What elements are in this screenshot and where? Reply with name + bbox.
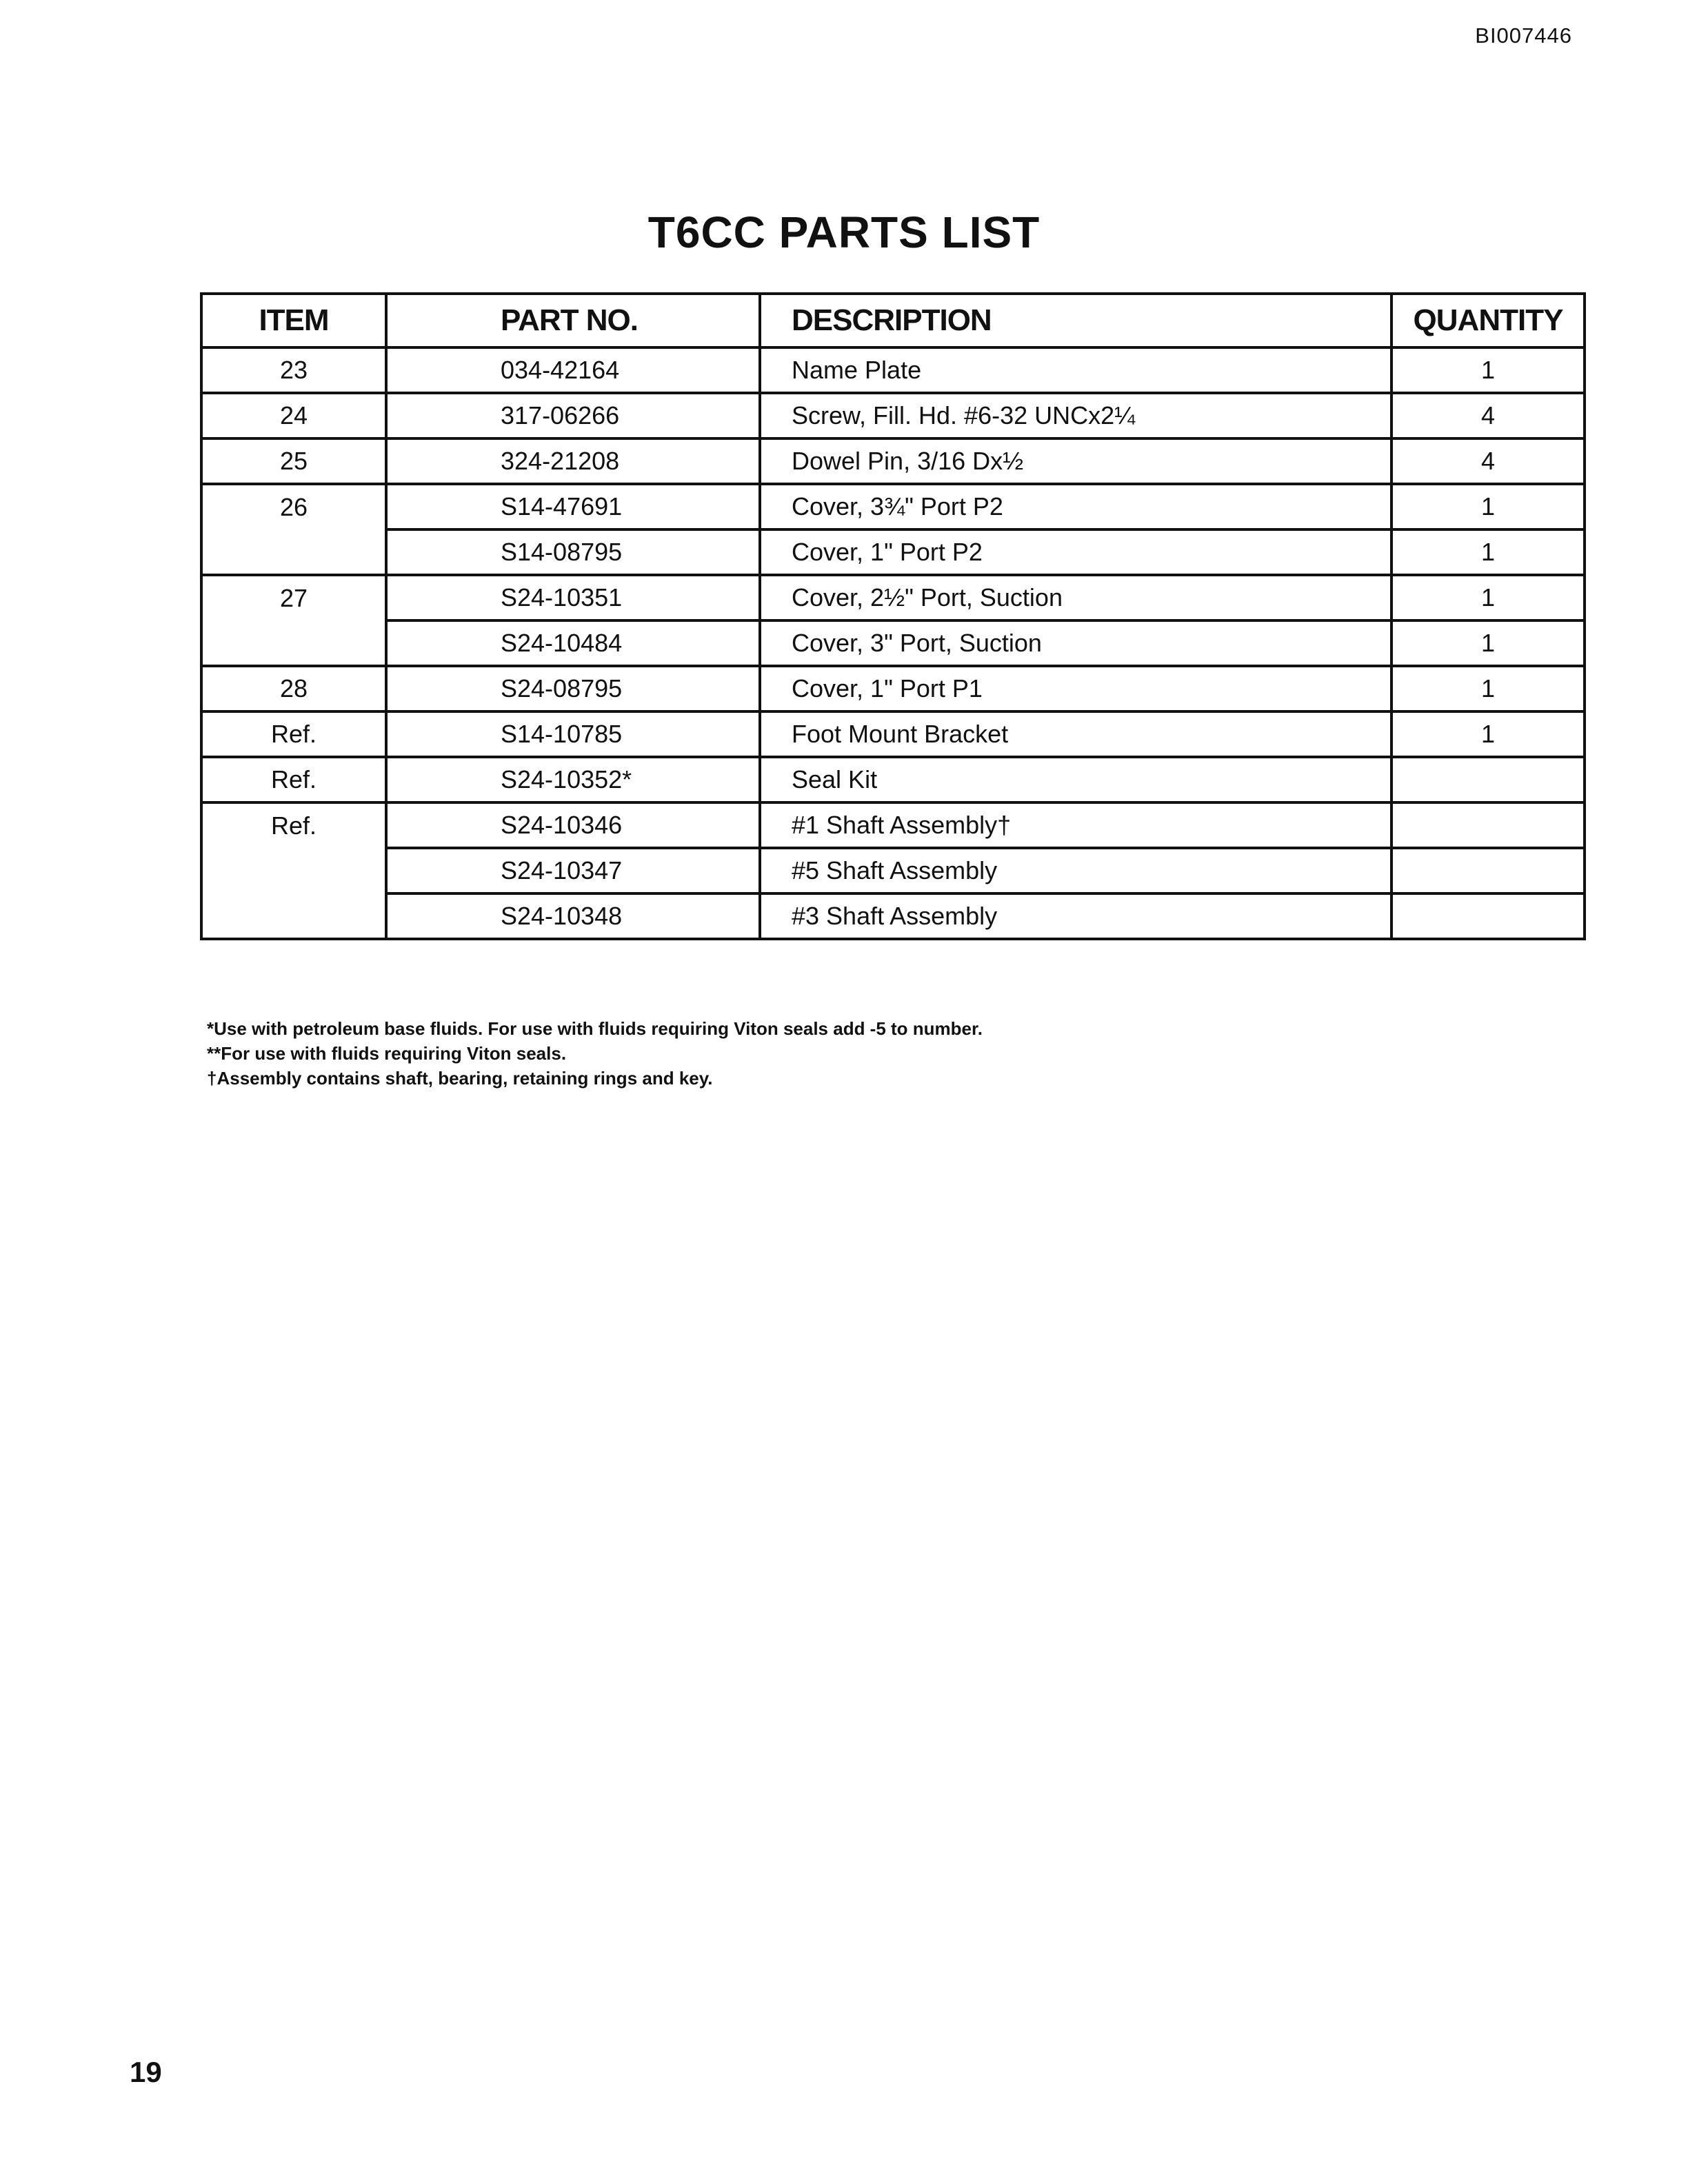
description-cell: Cover, 1" Port P1 — [760, 666, 1391, 711]
quantity-cell: 1 — [1391, 711, 1585, 757]
item-cell: Ref. — [201, 757, 386, 802]
quantity-cell: 1 — [1391, 484, 1585, 529]
table-row — [201, 893, 1585, 939]
part-number-cell: 317-06266 — [386, 393, 760, 438]
table-row — [201, 666, 1585, 711]
item-cell: 23 — [201, 347, 386, 393]
column-header-quantity: QUANTITY — [1391, 294, 1585, 347]
item-cell: 27 — [201, 575, 386, 620]
description-cell: Cover, 1" Port P2 — [760, 529, 1391, 575]
item-cell — [201, 529, 386, 575]
footnotes — [207, 1016, 983, 1091]
quantity-cell — [1391, 802, 1585, 848]
part-number-cell: S24-10347 — [386, 848, 760, 893]
document-id: BI007446 — [1475, 23, 1572, 48]
description-cell: Cover, 2½" Port, Suction — [760, 575, 1391, 620]
item-cell — [201, 893, 386, 939]
part-number-cell: 034-42164 — [386, 347, 760, 393]
table-row — [201, 484, 1585, 529]
description-cell: Cover, 3" Port, Suction — [760, 620, 1391, 666]
column-header-item: ITEM — [201, 294, 386, 347]
item-cell — [201, 848, 386, 893]
quantity-cell: 1 — [1391, 620, 1585, 666]
description-cell: Seal Kit — [760, 757, 1391, 802]
item-cell: 26 — [201, 484, 386, 529]
description-cell: #5 Shaft Assembly — [760, 848, 1391, 893]
item-cell: 25 — [201, 438, 386, 484]
part-number-cell: S14-10785 — [386, 711, 760, 757]
description-cell: Screw, Fill. Hd. #6-32 UNCx2¼ — [760, 393, 1391, 438]
part-number-cell: S24-10346 — [386, 802, 760, 848]
part-number-cell: S24-10351 — [386, 575, 760, 620]
item-cell: 24 — [201, 393, 386, 438]
page-title: T6CC PARTS LIST — [647, 208, 1041, 257]
description-cell: #1 Shaft Assembly† — [760, 802, 1391, 848]
quantity-cell: 1 — [1391, 529, 1585, 575]
footnote-petroleum: *Use with petroleum base fluids. For use with fluids requiring Viton seals add -5 to number. — [207, 1018, 983, 1039]
quantity-cell: 1 — [1391, 666, 1585, 711]
table-row — [201, 711, 1585, 757]
item-cell: Ref. — [201, 711, 386, 757]
part-number-cell: S24-10348 — [386, 893, 760, 939]
part-number-cell: S14-08795 — [386, 529, 760, 575]
quantity-cell — [1391, 757, 1585, 802]
table-row — [201, 620, 1585, 666]
description-cell: Cover, 3¾" Port P2 — [760, 484, 1391, 529]
part-number-cell: S24-10484 — [386, 620, 760, 666]
description-cell: Name Plate — [760, 347, 1391, 393]
description-cell: #3 Shaft Assembly — [760, 893, 1391, 939]
description-cell: Dowel Pin, 3/16 Dx½ — [760, 438, 1391, 484]
table-row — [201, 438, 1585, 484]
parts-table — [200, 292, 1586, 940]
column-header-description: DESCRIPTION — [760, 294, 1391, 347]
part-number-cell: S14-47691 — [386, 484, 760, 529]
part-number-cell: S24-08795 — [386, 666, 760, 711]
page-number: 19 — [130, 2056, 162, 2088]
table-row — [201, 347, 1585, 393]
table-row — [201, 393, 1585, 438]
part-number-cell: S24-10352* — [386, 757, 760, 802]
part-number-cell: 324-21208 — [386, 438, 760, 484]
description-cell: Foot Mount Bracket — [760, 711, 1391, 757]
item-cell: 28 — [201, 666, 386, 711]
item-cell — [201, 620, 386, 666]
table-row — [201, 848, 1585, 893]
quantity-cell — [1391, 848, 1585, 893]
table-row — [201, 802, 1585, 848]
quantity-cell: 1 — [1391, 575, 1585, 620]
quantity-cell: 4 — [1391, 438, 1585, 484]
table-row — [201, 757, 1585, 802]
item-cell: Ref. — [201, 802, 386, 848]
quantity-cell: 4 — [1391, 393, 1585, 438]
table-row — [201, 575, 1585, 620]
footnote-assembly: †Assembly contains shaft, bearing, retaining rings and key. — [207, 1068, 713, 1089]
footnote-viton: **For use with fluids requiring Viton seals. — [207, 1043, 567, 1064]
table-header-row — [201, 294, 1585, 347]
column-header-part-no: PART NO. — [386, 294, 760, 347]
quantity-cell: 1 — [1391, 347, 1585, 393]
quantity-cell — [1391, 893, 1585, 939]
table-row — [201, 529, 1585, 575]
